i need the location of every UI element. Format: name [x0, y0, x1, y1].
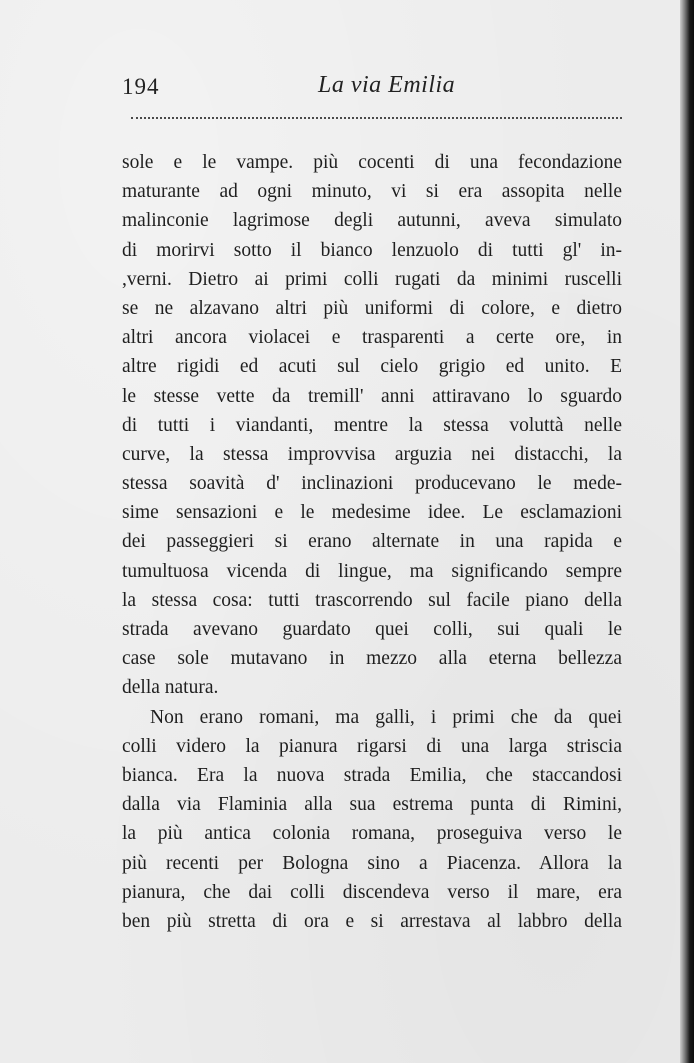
text-line: sime sensazioni e le medesime idee. Le esclamazioni — [122, 502, 622, 524]
text-line: stessa soavità d' inclinazioni producevano le mede- — [122, 473, 622, 495]
text-line: della natura. — [122, 677, 219, 699]
page-edge-shadow — [680, 0, 694, 1063]
running-title: La via Emilia — [318, 72, 456, 98]
text-line: di morirvi sotto il bianco lenzuolo di tutti gl' in- — [122, 239, 622, 261]
text-line: di tutti i viandanti, mentre la stessa voluttà nelle — [122, 414, 622, 436]
text-line: bianca. Era la nuova strada Emilia, che staccandosi — [122, 764, 622, 786]
text-line: maturante ad ogni minuto, vi si era assopita nelle — [122, 181, 622, 203]
text-line: tumultuosa vicenda di lingue, ma significando sempre — [122, 560, 622, 582]
text-line: dei passeggieri si erano alternate in una rapida e — [122, 531, 622, 553]
text-line: dalla via Flaminia alla sua estrema punta di Rimini, — [122, 794, 622, 816]
body-text — [122, 148, 622, 936]
text-line: sole e le vampe. più cocenti di una fecondazione — [122, 152, 622, 173]
text-line: pianura, che dai colli discendeva verso il mare, era — [122, 881, 622, 903]
text-line: ben più stretta di ora e si arrestava al labbro della — [122, 910, 622, 932]
text-line: altri ancora violacei e trasparenti a certe ore, in — [122, 327, 622, 349]
text-line: altre rigidi ed acuti sul cielo grigio ed unito. E — [122, 356, 622, 378]
header-divider — [131, 117, 622, 119]
text-line: la stessa cosa: tutti trascorrendo sul facile piano della — [122, 589, 622, 611]
text-line: se ne alzavano altri più uniformi di colore, e dietro — [122, 297, 622, 319]
text-line: case sole mutavano in mezzo alla eterna bellezza — [122, 648, 622, 670]
text-line: Non erano romani, ma galli, i primi che da quei — [150, 706, 622, 728]
text-line: colli videro la pianura rigarsi di una larga striscia — [122, 735, 622, 757]
text-line: le stesse vette da tremill' anni attiravano lo sguardo — [122, 385, 622, 407]
text-line: la più antica colonia romana, proseguiva verso le — [122, 823, 622, 845]
page-number: 194 — [122, 74, 160, 99]
text-line: ,verni. Dietro ai primi colli rugati da minimi ruscelli — [122, 268, 622, 290]
text-line: malinconie lagrimose degli autunni, aveva simulato — [122, 210, 622, 232]
page-header — [122, 72, 622, 106]
text-line: strada avevano guardato quei colli, sui quali le — [122, 619, 622, 640]
text-line: più recenti per Bologna sino a Piacenza. Allora la — [122, 852, 622, 874]
text-line: curve, la stessa improvvisa arguzia nei distacchi, la — [122, 443, 622, 465]
